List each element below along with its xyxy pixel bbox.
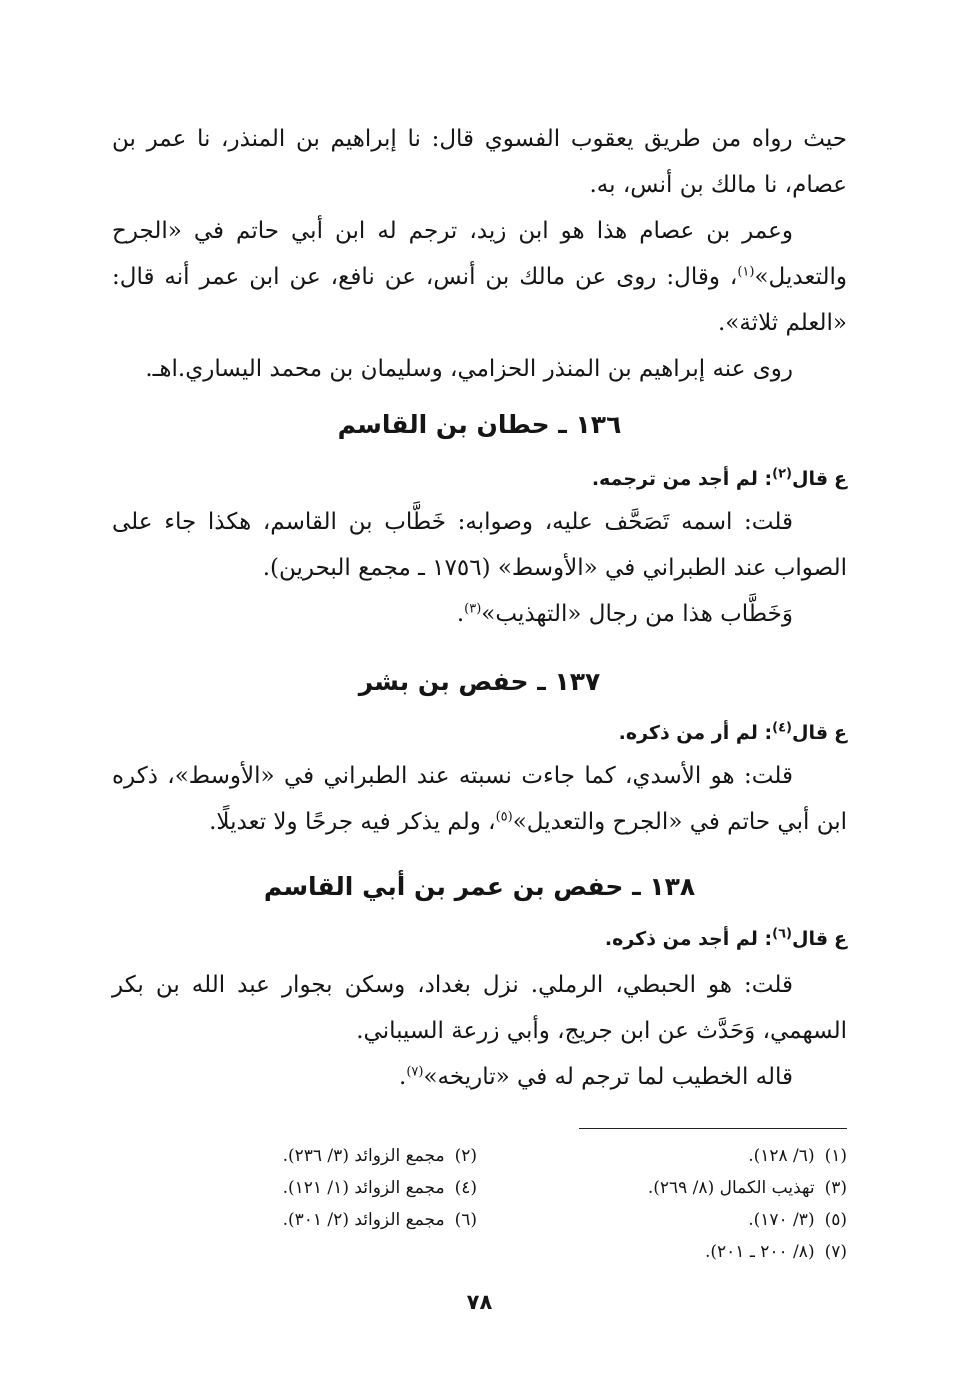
- footnote-row: [107, 1172, 847, 1204]
- paragraph: حيث رواه من طريق يعقوب الفسوي قال: نا إبراهيم بن المنذر، نا عمر بن عصام، نا مالك بن أنس، به.: [112, 126, 847, 198]
- qal-line: [112, 462, 847, 496]
- entry-heading-138: ١٣٨ ـ حفص بن عمر بن أبي القاسم: [263, 872, 696, 901]
- qal-text: : لم أجد من ذكره.: [604, 928, 773, 950]
- paragraph: [112, 753, 847, 845]
- entry-body-136: [112, 499, 847, 637]
- footnote-row: [107, 1204, 847, 1236]
- symbol-marker: ع: [834, 722, 847, 744]
- footnote-number: (١): [824, 1146, 847, 1166]
- footnote-number: (٧): [824, 1242, 847, 1262]
- page-number: ٧٨: [466, 1290, 493, 1314]
- paragraph: [112, 1054, 847, 1100]
- footnote-separator: [579, 1128, 847, 1129]
- footnote-text: مجمع الزوائد (٢/ ٣٠١).: [282, 1210, 445, 1230]
- footnote-number: (٥): [824, 1210, 847, 1230]
- paragraph: قلت: اسمه تَصَحَّف عليه، وصوابه: خَطَّاب بن القاسم، هكذا جاء على الصواب عند الطبراني في «الأوسط» (١٧٥٦ ـ مجمع البحرين).: [112, 509, 847, 581]
- footnote-row: [107, 1140, 847, 1172]
- footnote-item: [477, 1204, 847, 1236]
- footnote-text: (٦/ ١٢٨).: [748, 1146, 815, 1166]
- paragraph-text: قلت: هو الأسدي، كما جاءت نسبته عند الطبراني في «الأوسط»، ذكره ابن أبي حاتم في «الجرح والتعديل»: [112, 763, 847, 835]
- entry-heading-137: ١٣٧ ـ حفص بن بشر: [358, 667, 601, 696]
- footnotes: [107, 1140, 847, 1268]
- footnote-text: تهذيب الكمال (٨/ ٢٦٩).: [647, 1178, 815, 1198]
- paragraph: [112, 208, 847, 346]
- footnote-ref[interactable]: (٧): [406, 1064, 424, 1080]
- footnote-item: [477, 1236, 847, 1268]
- footnote-number: (٤): [454, 1178, 477, 1198]
- qal-label: قال: [791, 722, 829, 744]
- footnote-number: (٦): [454, 1210, 477, 1230]
- footnote-text: مجمع الزوائد (١/ ١٢١).: [282, 1178, 445, 1198]
- symbol-marker: ع: [834, 468, 847, 490]
- footnote-item: [107, 1172, 477, 1204]
- paragraph-text: .: [399, 1064, 407, 1090]
- paragraph: قلت: هو الحبطي، الرملي. نزل بغداد، وسكن بجوار عبد الله بن بكر السهمي، وَحَدَّث عن ابن جريج، وأبي زرعة السيباني.: [112, 972, 847, 1044]
- symbol-marker: ع: [834, 928, 847, 950]
- footnote-text: (٣/ ١٧٠).: [748, 1210, 815, 1230]
- footnote-row: [107, 1236, 847, 1268]
- footnote-ref[interactable]: (٣): [464, 601, 482, 617]
- paragraph-text: ، ولم يذكر فيه جرحًا ولا تعديلًا.: [209, 809, 496, 835]
- entry-body-138: [112, 962, 847, 1100]
- paragraph-text: ، وقال: روى عن مالك بن أنس، عن نافع، عن ابن عمر أنه قال: «العلم ثلاثة».: [112, 264, 847, 336]
- paragraph: [112, 591, 847, 637]
- qal-label: قال: [791, 468, 829, 490]
- footnote-ref[interactable]: (٢): [772, 466, 792, 482]
- entry-body-137: [112, 753, 847, 845]
- qal-text: : لم أر من ذكره.: [618, 722, 773, 744]
- qal-label: قال: [791, 928, 829, 950]
- intro-text-block: [112, 116, 847, 392]
- footnote-item: [107, 1204, 477, 1236]
- footnote-item: [477, 1140, 847, 1172]
- qal-line: [112, 716, 847, 750]
- footnote-ref[interactable]: (١): [737, 264, 755, 280]
- qal-line: [112, 922, 847, 956]
- footnote-item: [107, 1140, 477, 1172]
- footnote-text: (٨/ ٢٠٠ ـ ٢٠١).: [705, 1242, 815, 1262]
- footnote-item: [477, 1172, 847, 1204]
- footnote-number: (٢): [454, 1146, 477, 1166]
- paragraph-text: وَخَطَّاب هذا من رجال «التهذيب»: [481, 601, 793, 627]
- paragraph-text: وعمر بن عصام هذا هو ابن زيد، ترجم له ابن أبي حاتم في «الجرح والتعديل»: [112, 218, 847, 290]
- footnote-text: مجمع الزوائد (٣/ ٢٣٦).: [282, 1146, 445, 1166]
- paragraph: روى عنه إبراهيم بن المنذر الحزامي، وسليمان بن محمد اليساري.اهـ.: [145, 356, 793, 382]
- footnote-number: (٣): [824, 1178, 847, 1198]
- paragraph-text: .: [456, 601, 465, 627]
- qal-text: : لم أجد من ترجمه.: [591, 468, 773, 490]
- footnote-ref[interactable]: (٦): [772, 926, 792, 942]
- footnote-ref[interactable]: (٥): [495, 809, 513, 825]
- paragraph-text: قاله الخطيب لما ترجم له في «تاريخه»: [423, 1064, 793, 1090]
- entry-heading-136: ١٣٦ ـ حطان بن القاسم: [337, 410, 622, 439]
- footnote-ref[interactable]: (٤): [772, 720, 792, 736]
